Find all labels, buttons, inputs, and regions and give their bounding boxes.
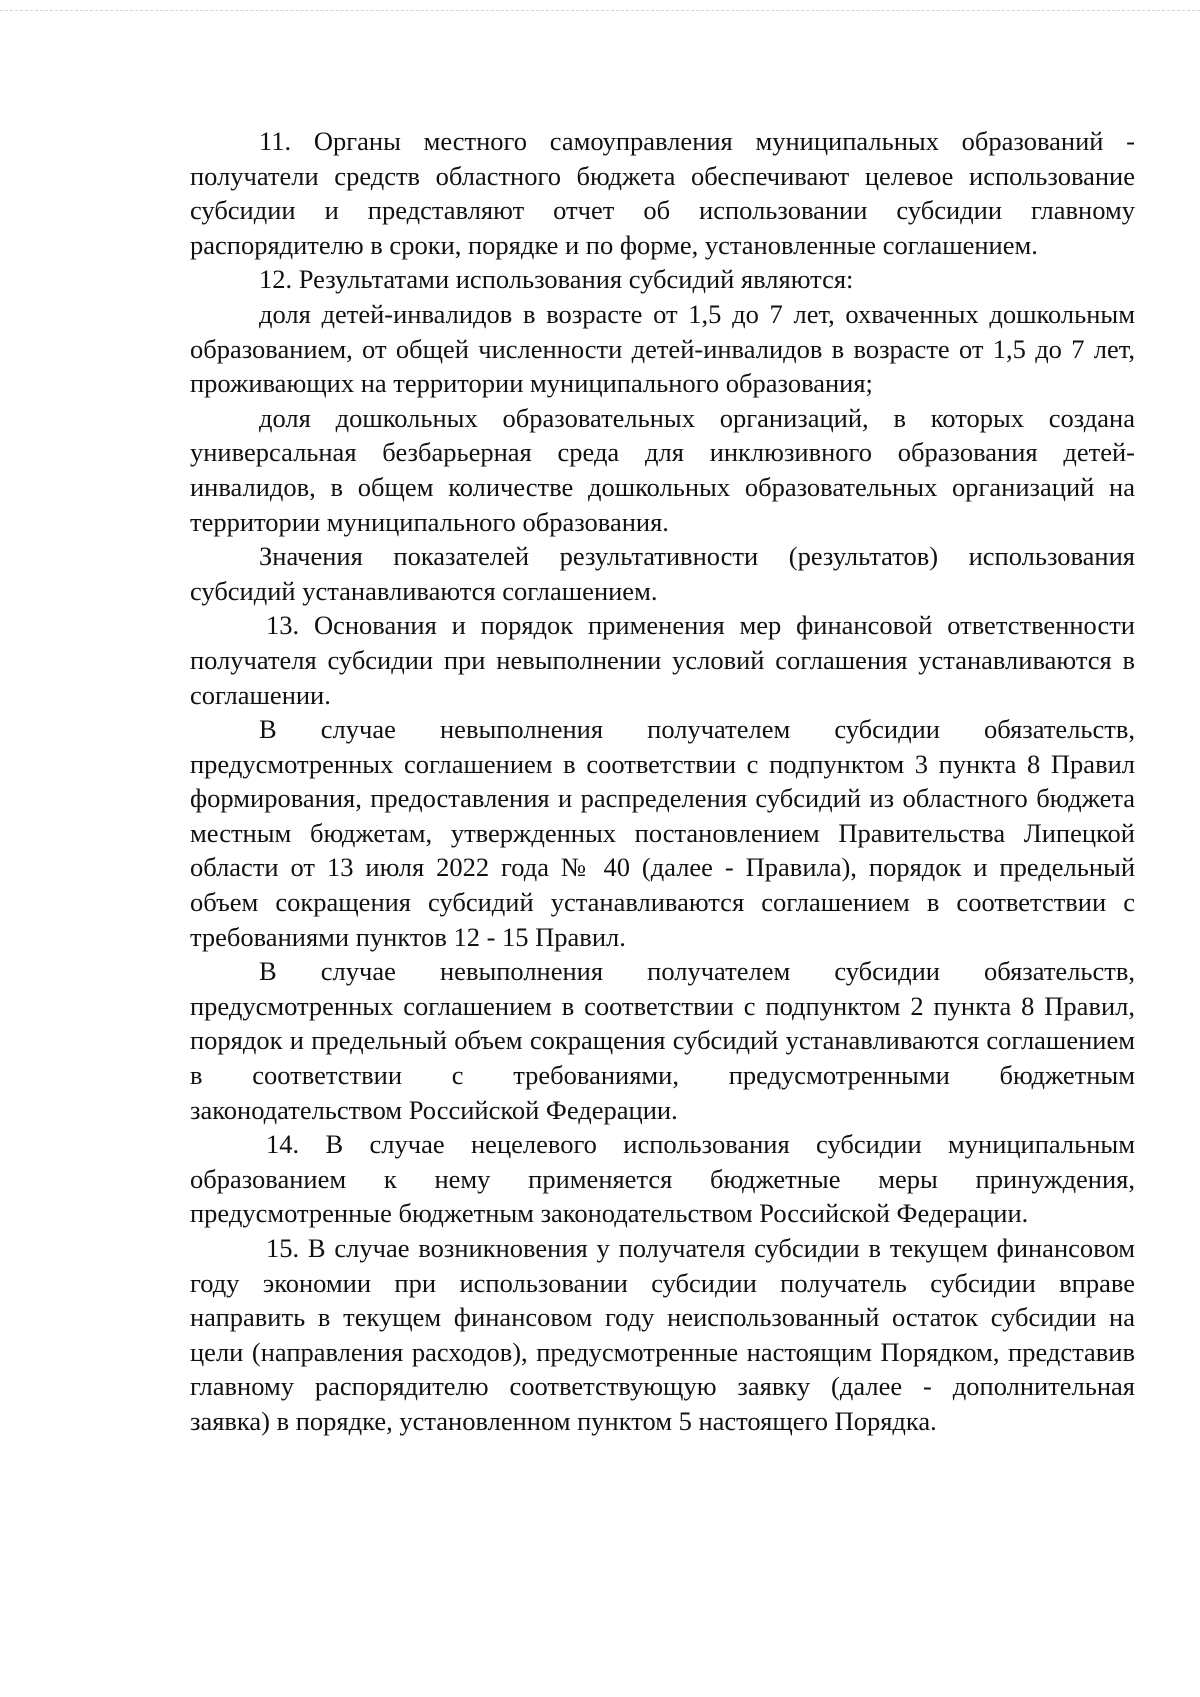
paragraph-13-case-2: В случае невыполнения получателем субсидии обязательств, предусмотренных соглашением в соответствии с подпунктом 2 пункта 8 Правил, порядок и предельный объем сокращения субсидий устанавливаются соглашением в соответствии с требованиями, предусмотренными бюджетным законодательством Российской Федерации. [190, 956, 1135, 1125]
paragraph-12-result-1: доля детей-инвалидов в возрасте от 1,5 до 7 лет, охваченных дошкольным образованием, от общей численности детей-инвалидов в возрасте от 1,5 до 7 лет, проживающих на территории муниципального образования; [190, 298, 1135, 399]
paragraph-14: 14. В случае нецелевого использования субсидии муниципальным образованием к нему применяется бюджетные меры принуждения, предусмотренные бюджетным законодательством Российской Федерации. [190, 1129, 1135, 1229]
paragraph-15: 15. В случае возникновения у получателя субсидии в текущем финансовом году экономии при использовании субсидии получатель субсидии вправе направить в текущем финансовом году неиспользованный остаток субсидии на цели (направления расходов), предусмотренные настоящим Порядком, представив главному распорядителю соответствующую заявку (далее - дополнительная заявка) в порядке, установленном пунктом 5 настоящего Порядка. [190, 1233, 1135, 1436]
scan-edge-line [0, 10, 1200, 11]
paragraph-13: 13. Основания и порядок применения мер финансовой ответственности получателя субсидии при невыполнении условий соглашения устанавливаются в соглашении. [190, 610, 1135, 710]
paragraph-12-result-2: доля дошкольных образовательных организаций, в которых создана универсальная безбарьерная среда для инклюзивного образования детей-инвалидов, в общем количестве дошкольных образовательных организаций на территории муниципального образования. [190, 402, 1135, 537]
paragraph-13-case-1: В случае невыполнения получателем субсидии обязательств, предусмотренных соглашением в соответствии с подпунктом 3 пункта 8 Правил формирования, предоставления и распределения субсидий из областного бюджета местным бюджетам, утвержденных постановлением Правительства Липецкой области от 13 июля 2022 года № 40 (далее - Правила), порядок и предельный объем сокращения субсидий устанавливаются соглашением в соответствии с требованиями пунктов 12 - 15 Правил. [190, 714, 1135, 952]
paragraph-12: 12. Результатами использования субсидий являются: [259, 264, 854, 295]
paragraph-12-indicators: Значения показателей результативности (результатов) использования субсидий устанавливаются соглашением. [190, 541, 1135, 606]
paragraph-11: 11. Органы местного самоуправления муниципальных образований - получатели средств областного бюджета обеспечивают целевое использование субсидии и представляют отчет об использовании субсидии главному распорядителю в сроки, порядке и по форме, установленные соглашением. [190, 126, 1135, 260]
document-body [190, 124, 1135, 1439]
